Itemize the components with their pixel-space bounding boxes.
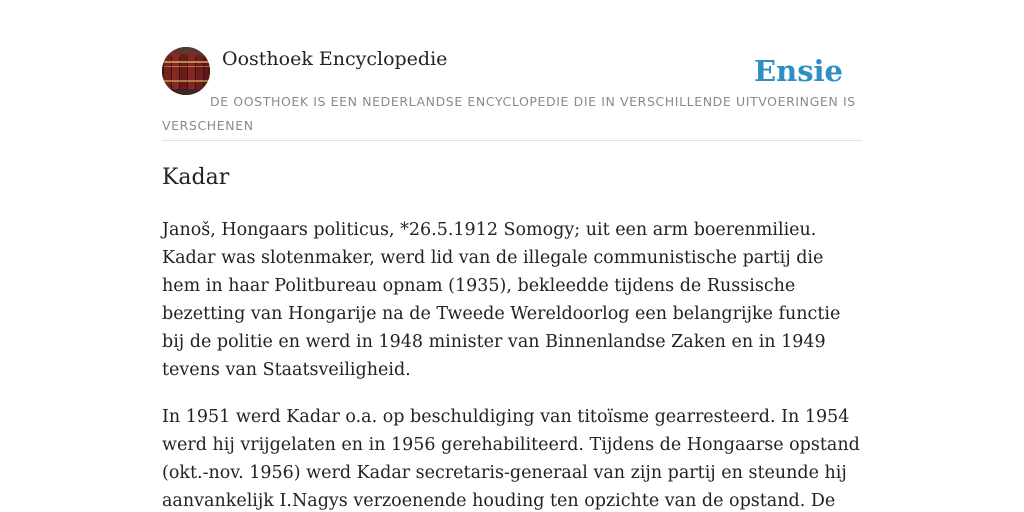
- article-paragraph: In 1951 werd Kadar o.a. op beschuldiging van titoïsme gearresteerd. In 1954 werd hij vrijgelaten en in 1956 gerehabiliteerd. Tijdens de Hongaarse opstand (okt.-nov. 1956) werd Kadar secretaris-generaal van zijn partij en steunde hij aanvankelijk I.Nagys verzoenende houding ten opzichte van de opstand. De: [162, 407, 860, 511]
- brand-logo-link[interactable]: Ensie: [754, 54, 843, 88]
- site-header: [162, 46, 862, 141]
- article-paragraph: Janoš, Hongaars politicus, *26.5.1912 Somogy; uit een arm boerenmilieu. Kadar was slotenmaker, werd lid van de illegale communistische partij die hem in haar Politbureau opnam (1935), bekleedde tijdens de Russische bezetting van Hongarije na de Tweede Wereldoorlog een belangrijke functie bij de politie en werd in 1948 minister van Binnenlandse Zaken en in 1949 tevens van Staatsveiligheid.: [162, 220, 841, 380]
- article-title: Kadar: [162, 165, 230, 190]
- encyclopedia-books-icon[interactable]: [162, 47, 210, 95]
- article: [162, 162, 862, 512]
- site-title[interactable]: Oosthoek Encyclopedie: [222, 48, 448, 70]
- site-tagline: DE OOSTHOEK IS EEN NEDERLANDSE ENCYCLOPEDIE DIE IN VERSCHILLENDE UITVOERINGEN IS VERSCHENEN: [162, 94, 856, 133]
